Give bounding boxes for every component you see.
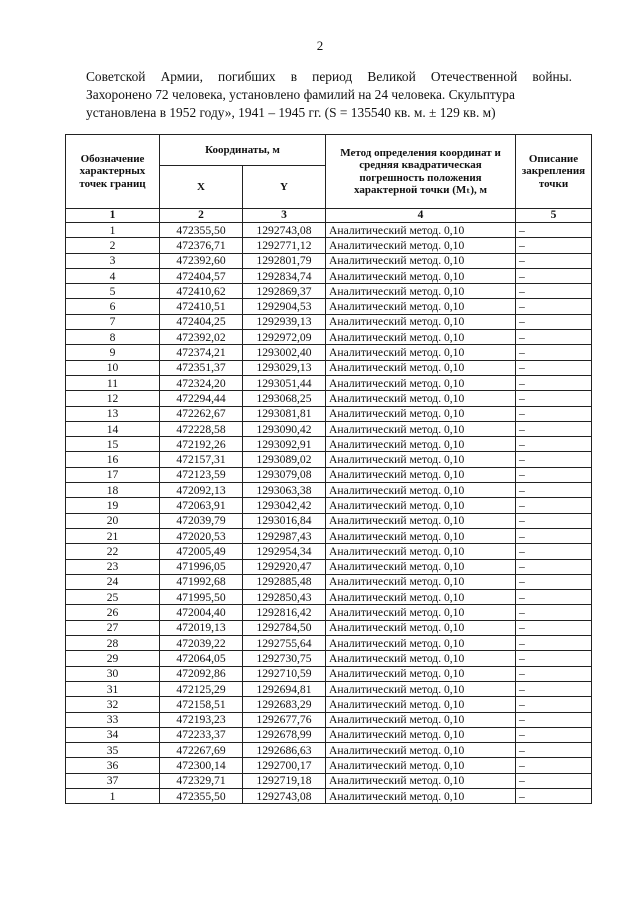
point-number-cell: 21 xyxy=(66,528,160,543)
x-coordinate-cell: 472376,71 xyxy=(160,238,243,253)
table-row xyxy=(66,666,592,681)
table-row xyxy=(66,483,592,498)
point-number-cell: 24 xyxy=(66,574,160,589)
point-number-cell: 33 xyxy=(66,712,160,727)
y-coordinate-cell: 1292683,29 xyxy=(243,697,326,712)
x-coordinate-cell: 472410,62 xyxy=(160,284,243,299)
table-row xyxy=(66,636,592,651)
method-cell: Аналитический метод. 0,10 xyxy=(326,620,516,635)
x-coordinate-cell: 472404,57 xyxy=(160,268,243,283)
table-row xyxy=(66,238,592,253)
y-coordinate-cell: 1293089,02 xyxy=(243,452,326,467)
x-coordinate-cell: 472392,60 xyxy=(160,253,243,268)
description-cell: – xyxy=(516,330,592,345)
table-row xyxy=(66,574,592,589)
description-cell: – xyxy=(516,223,592,238)
y-coordinate-cell: 1292939,13 xyxy=(243,314,326,329)
method-cell: Аналитический метод. 0,10 xyxy=(326,727,516,742)
table-row xyxy=(66,452,592,467)
method-cell: Аналитический метод. 0,10 xyxy=(326,498,516,513)
y-coordinate-cell: 1292719,18 xyxy=(243,773,326,788)
table-row xyxy=(66,375,592,390)
point-number-cell: 32 xyxy=(66,697,160,712)
point-number-cell: 7 xyxy=(66,314,160,329)
x-coordinate-cell: 472092,86 xyxy=(160,666,243,681)
point-number-cell: 4 xyxy=(66,268,160,283)
y-coordinate-cell: 1292885,48 xyxy=(243,574,326,589)
y-coordinate-cell: 1292678,99 xyxy=(243,727,326,742)
description-cell: – xyxy=(516,513,592,528)
point-number-cell: 12 xyxy=(66,391,160,406)
point-number-cell: 34 xyxy=(66,727,160,742)
x-coordinate-cell: 472294,44 xyxy=(160,391,243,406)
col-number-2: 2 xyxy=(160,209,243,223)
y-coordinate-cell: 1292869,37 xyxy=(243,284,326,299)
page-number: 2 xyxy=(316,38,324,53)
table-row xyxy=(66,513,592,528)
description-cell: – xyxy=(516,437,592,452)
x-coordinate-cell: 472092,13 xyxy=(160,483,243,498)
description-cell: – xyxy=(516,345,592,360)
y-coordinate-cell: 1292801,79 xyxy=(243,253,326,268)
y-coordinate-cell: 1292755,64 xyxy=(243,636,326,651)
method-cell: Аналитический метод. 0,10 xyxy=(326,223,516,238)
method-cell: Аналитический метод. 0,10 xyxy=(326,697,516,712)
description-cell: – xyxy=(516,559,592,574)
method-cell: Аналитический метод. 0,10 xyxy=(326,467,516,482)
method-cell: Аналитический метод. 0,10 xyxy=(326,788,516,803)
description-cell: – xyxy=(516,375,592,390)
description-cell: – xyxy=(516,681,592,696)
method-cell: Аналитический метод. 0,10 xyxy=(326,238,516,253)
point-number-cell: 10 xyxy=(66,360,160,375)
table-row xyxy=(66,223,592,238)
header-description: Описание закрепления точки xyxy=(516,135,592,209)
y-coordinate-cell: 1292686,63 xyxy=(243,743,326,758)
table-row xyxy=(66,727,592,742)
point-number-cell: 6 xyxy=(66,299,160,314)
x-coordinate-cell: 472228,58 xyxy=(160,421,243,436)
point-number-cell: 31 xyxy=(66,681,160,696)
description-cell: – xyxy=(516,284,592,299)
table-row xyxy=(66,421,592,436)
y-coordinate-cell: 1292954,34 xyxy=(243,544,326,559)
x-coordinate-cell: 472300,14 xyxy=(160,758,243,773)
intro-line-2: Захоронено 72 человека, установлено фамилий на 24 человека. Скульптура xyxy=(86,87,515,102)
header-y: Y xyxy=(243,166,326,209)
point-number-cell: 5 xyxy=(66,284,160,299)
x-coordinate-cell: 472324,20 xyxy=(160,375,243,390)
method-cell: Аналитический метод. 0,10 xyxy=(326,345,516,360)
table-row xyxy=(66,314,592,329)
x-coordinate-cell: 472158,51 xyxy=(160,697,243,712)
table-row xyxy=(66,467,592,482)
description-cell: – xyxy=(516,406,592,421)
description-cell: – xyxy=(516,299,592,314)
x-coordinate-cell: 471995,50 xyxy=(160,590,243,605)
point-number-cell: 20 xyxy=(66,513,160,528)
method-cell: Аналитический метод. 0,10 xyxy=(326,544,516,559)
y-coordinate-cell: 1293079,08 xyxy=(243,467,326,482)
point-number-cell: 27 xyxy=(66,620,160,635)
y-coordinate-cell: 1292850,43 xyxy=(243,590,326,605)
y-coordinate-cell: 1292730,75 xyxy=(243,651,326,666)
table-row xyxy=(66,391,592,406)
y-coordinate-cell: 1293016,84 xyxy=(243,513,326,528)
table-row xyxy=(66,528,592,543)
x-coordinate-cell: 472355,50 xyxy=(160,788,243,803)
x-coordinate-cell: 472157,31 xyxy=(160,452,243,467)
table-row xyxy=(66,651,592,666)
point-number-cell: 28 xyxy=(66,636,160,651)
point-number-cell: 25 xyxy=(66,590,160,605)
point-number-cell: 14 xyxy=(66,421,160,436)
x-coordinate-cell: 472063,91 xyxy=(160,498,243,513)
description-cell: – xyxy=(516,574,592,589)
y-coordinate-cell: 1293090,42 xyxy=(243,421,326,436)
method-cell: Аналитический метод. 0,10 xyxy=(326,330,516,345)
method-cell: Аналитический метод. 0,10 xyxy=(326,483,516,498)
description-cell: – xyxy=(516,651,592,666)
point-number-cell: 1 xyxy=(66,788,160,803)
x-coordinate-cell: 472233,37 xyxy=(160,727,243,742)
table-row xyxy=(66,406,592,421)
header-point: Обозначение характерных точек границ xyxy=(66,135,160,209)
point-number-cell: 9 xyxy=(66,345,160,360)
description-cell: – xyxy=(516,636,592,651)
description-cell: – xyxy=(516,712,592,727)
x-coordinate-cell: 472262,67 xyxy=(160,406,243,421)
description-cell: – xyxy=(516,360,592,375)
table-row xyxy=(66,437,592,452)
header-x: X xyxy=(160,166,243,209)
header-coords: Координаты, м xyxy=(160,135,326,166)
method-cell: Аналитический метод. 0,10 xyxy=(326,743,516,758)
method-cell: Аналитический метод. 0,10 xyxy=(326,666,516,681)
table-row xyxy=(66,360,592,375)
table-body xyxy=(66,223,592,804)
description-cell: – xyxy=(516,467,592,482)
point-number-cell: 11 xyxy=(66,375,160,390)
description-cell: – xyxy=(516,666,592,681)
method-cell: Аналитический метод. 0,10 xyxy=(326,406,516,421)
table-row xyxy=(66,788,592,803)
y-coordinate-cell: 1292700,17 xyxy=(243,758,326,773)
description-cell: – xyxy=(516,421,592,436)
method-cell: Аналитический метод. 0,10 xyxy=(326,268,516,283)
point-number-cell: 37 xyxy=(66,773,160,788)
y-coordinate-cell: 1292904,53 xyxy=(243,299,326,314)
method-cell: Аналитический метод. 0,10 xyxy=(326,758,516,773)
x-coordinate-cell: 472039,22 xyxy=(160,636,243,651)
point-number-cell: 3 xyxy=(66,253,160,268)
x-coordinate-cell: 472410,51 xyxy=(160,299,243,314)
description-cell: – xyxy=(516,697,592,712)
method-cell: Аналитический метод. 0,10 xyxy=(326,253,516,268)
table-row xyxy=(66,299,592,314)
y-coordinate-cell: 1293029,13 xyxy=(243,360,326,375)
table-row xyxy=(66,743,592,758)
method-cell: Аналитический метод. 0,10 xyxy=(326,513,516,528)
col-number-4: 4 xyxy=(326,209,516,223)
table-row xyxy=(66,330,592,345)
y-coordinate-cell: 1292677,76 xyxy=(243,712,326,727)
x-coordinate-cell: 472404,25 xyxy=(160,314,243,329)
method-cell: Аналитический метод. 0,10 xyxy=(326,391,516,406)
y-coordinate-cell: 1293092,91 xyxy=(243,437,326,452)
intro-paragraph xyxy=(86,68,572,122)
description-cell: – xyxy=(516,483,592,498)
description-cell: – xyxy=(516,238,592,253)
point-number-cell: 1 xyxy=(66,223,160,238)
method-cell: Аналитический метод. 0,10 xyxy=(326,452,516,467)
col-number-5: 5 xyxy=(516,209,592,223)
header-method: Метод определения координат и средняя квадратическая погрешность положения характерной точки (Мₜ), м xyxy=(326,135,516,209)
table-row xyxy=(66,253,592,268)
point-number-cell: 23 xyxy=(66,559,160,574)
table-row xyxy=(66,590,592,605)
point-number-cell: 22 xyxy=(66,544,160,559)
description-cell: – xyxy=(516,758,592,773)
description-cell: – xyxy=(516,314,592,329)
description-cell: – xyxy=(516,268,592,283)
description-cell: – xyxy=(516,620,592,635)
table-row xyxy=(66,498,592,513)
x-coordinate-cell: 471992,68 xyxy=(160,574,243,589)
table-row xyxy=(66,681,592,696)
method-cell: Аналитический метод. 0,10 xyxy=(326,559,516,574)
y-coordinate-cell: 1292920,47 xyxy=(243,559,326,574)
method-cell: Аналитический метод. 0,10 xyxy=(326,299,516,314)
y-coordinate-cell: 1293042,42 xyxy=(243,498,326,513)
method-cell: Аналитический метод. 0,10 xyxy=(326,651,516,666)
y-coordinate-cell: 1292710,59 xyxy=(243,666,326,681)
method-cell: Аналитический метод. 0,10 xyxy=(326,636,516,651)
y-coordinate-cell: 1292987,43 xyxy=(243,528,326,543)
table-row xyxy=(66,268,592,283)
table-row xyxy=(66,773,592,788)
table-row xyxy=(66,345,592,360)
x-coordinate-cell: 471996,05 xyxy=(160,559,243,574)
x-coordinate-cell: 472004,40 xyxy=(160,605,243,620)
coordinates-table xyxy=(65,134,592,804)
point-number-cell: 16 xyxy=(66,452,160,467)
method-cell: Аналитический метод. 0,10 xyxy=(326,314,516,329)
x-coordinate-cell: 472267,69 xyxy=(160,743,243,758)
point-number-cell: 26 xyxy=(66,605,160,620)
description-cell: – xyxy=(516,544,592,559)
method-cell: Аналитический метод. 0,10 xyxy=(326,375,516,390)
x-coordinate-cell: 472020,53 xyxy=(160,528,243,543)
description-cell: – xyxy=(516,253,592,268)
x-coordinate-cell: 472193,23 xyxy=(160,712,243,727)
table-row xyxy=(66,544,592,559)
y-coordinate-cell: 1292694,81 xyxy=(243,681,326,696)
y-coordinate-cell: 1293063,38 xyxy=(243,483,326,498)
point-number-cell: 8 xyxy=(66,330,160,345)
description-cell: – xyxy=(516,391,592,406)
point-number-cell: 13 xyxy=(66,406,160,421)
x-coordinate-cell: 472019,13 xyxy=(160,620,243,635)
description-cell: – xyxy=(516,743,592,758)
intro-line-1: Советской Армии, погибших в период Великой Отечественной войны. xyxy=(86,69,572,84)
description-cell: – xyxy=(516,498,592,513)
y-coordinate-cell: 1293051,44 xyxy=(243,375,326,390)
point-number-cell: 29 xyxy=(66,651,160,666)
description-cell: – xyxy=(516,452,592,467)
x-coordinate-cell: 472355,50 xyxy=(160,223,243,238)
point-number-cell: 15 xyxy=(66,437,160,452)
method-cell: Аналитический метод. 0,10 xyxy=(326,528,516,543)
table-row xyxy=(66,559,592,574)
y-coordinate-cell: 1292743,08 xyxy=(243,223,326,238)
table-row xyxy=(66,712,592,727)
y-coordinate-cell: 1292816,42 xyxy=(243,605,326,620)
table-row xyxy=(66,605,592,620)
y-coordinate-cell: 1292972,09 xyxy=(243,330,326,345)
y-coordinate-cell: 1292771,12 xyxy=(243,238,326,253)
table-row xyxy=(66,758,592,773)
x-coordinate-cell: 472329,71 xyxy=(160,773,243,788)
method-cell: Аналитический метод. 0,10 xyxy=(326,773,516,788)
x-coordinate-cell: 472039,79 xyxy=(160,513,243,528)
table-row xyxy=(66,697,592,712)
description-cell: – xyxy=(516,528,592,543)
method-cell: Аналитический метод. 0,10 xyxy=(326,437,516,452)
method-cell: Аналитический метод. 0,10 xyxy=(326,574,516,589)
col-number-1: 1 xyxy=(66,209,160,223)
method-cell: Аналитический метод. 0,10 xyxy=(326,605,516,620)
method-cell: Аналитический метод. 0,10 xyxy=(326,421,516,436)
method-cell: Аналитический метод. 0,10 xyxy=(326,360,516,375)
y-coordinate-cell: 1292784,50 xyxy=(243,620,326,635)
description-cell: – xyxy=(516,727,592,742)
x-coordinate-cell: 472192,26 xyxy=(160,437,243,452)
point-number-cell: 2 xyxy=(66,238,160,253)
intro-line-3: установлена в 1952 году», 1941 – 1945 гг. (S = 135540 кв. м. ± 129 кв. м) xyxy=(86,105,496,120)
point-number-cell: 17 xyxy=(66,467,160,482)
y-coordinate-cell: 1292743,08 xyxy=(243,788,326,803)
col-number-3: 3 xyxy=(243,209,326,223)
x-coordinate-cell: 472374,21 xyxy=(160,345,243,360)
method-cell: Аналитический метод. 0,10 xyxy=(326,712,516,727)
x-coordinate-cell: 472392,02 xyxy=(160,330,243,345)
method-cell: Аналитический метод. 0,10 xyxy=(326,681,516,696)
table-row xyxy=(66,284,592,299)
description-cell: – xyxy=(516,788,592,803)
y-coordinate-cell: 1293068,25 xyxy=(243,391,326,406)
x-coordinate-cell: 472005,49 xyxy=(160,544,243,559)
x-coordinate-cell: 472351,37 xyxy=(160,360,243,375)
point-number-cell: 36 xyxy=(66,758,160,773)
point-number-cell: 19 xyxy=(66,498,160,513)
description-cell: – xyxy=(516,605,592,620)
x-coordinate-cell: 472123,59 xyxy=(160,467,243,482)
table-row xyxy=(66,620,592,635)
method-cell: Аналитический метод. 0,10 xyxy=(326,590,516,605)
x-coordinate-cell: 472064,05 xyxy=(160,651,243,666)
description-cell: – xyxy=(516,773,592,788)
y-coordinate-cell: 1292834,74 xyxy=(243,268,326,283)
point-number-cell: 35 xyxy=(66,743,160,758)
method-cell: Аналитический метод. 0,10 xyxy=(326,284,516,299)
point-number-cell: 30 xyxy=(66,666,160,681)
point-number-cell: 18 xyxy=(66,483,160,498)
description-cell: – xyxy=(516,590,592,605)
x-coordinate-cell: 472125,29 xyxy=(160,681,243,696)
y-coordinate-cell: 1293002,40 xyxy=(243,345,326,360)
y-coordinate-cell: 1293081,81 xyxy=(243,406,326,421)
